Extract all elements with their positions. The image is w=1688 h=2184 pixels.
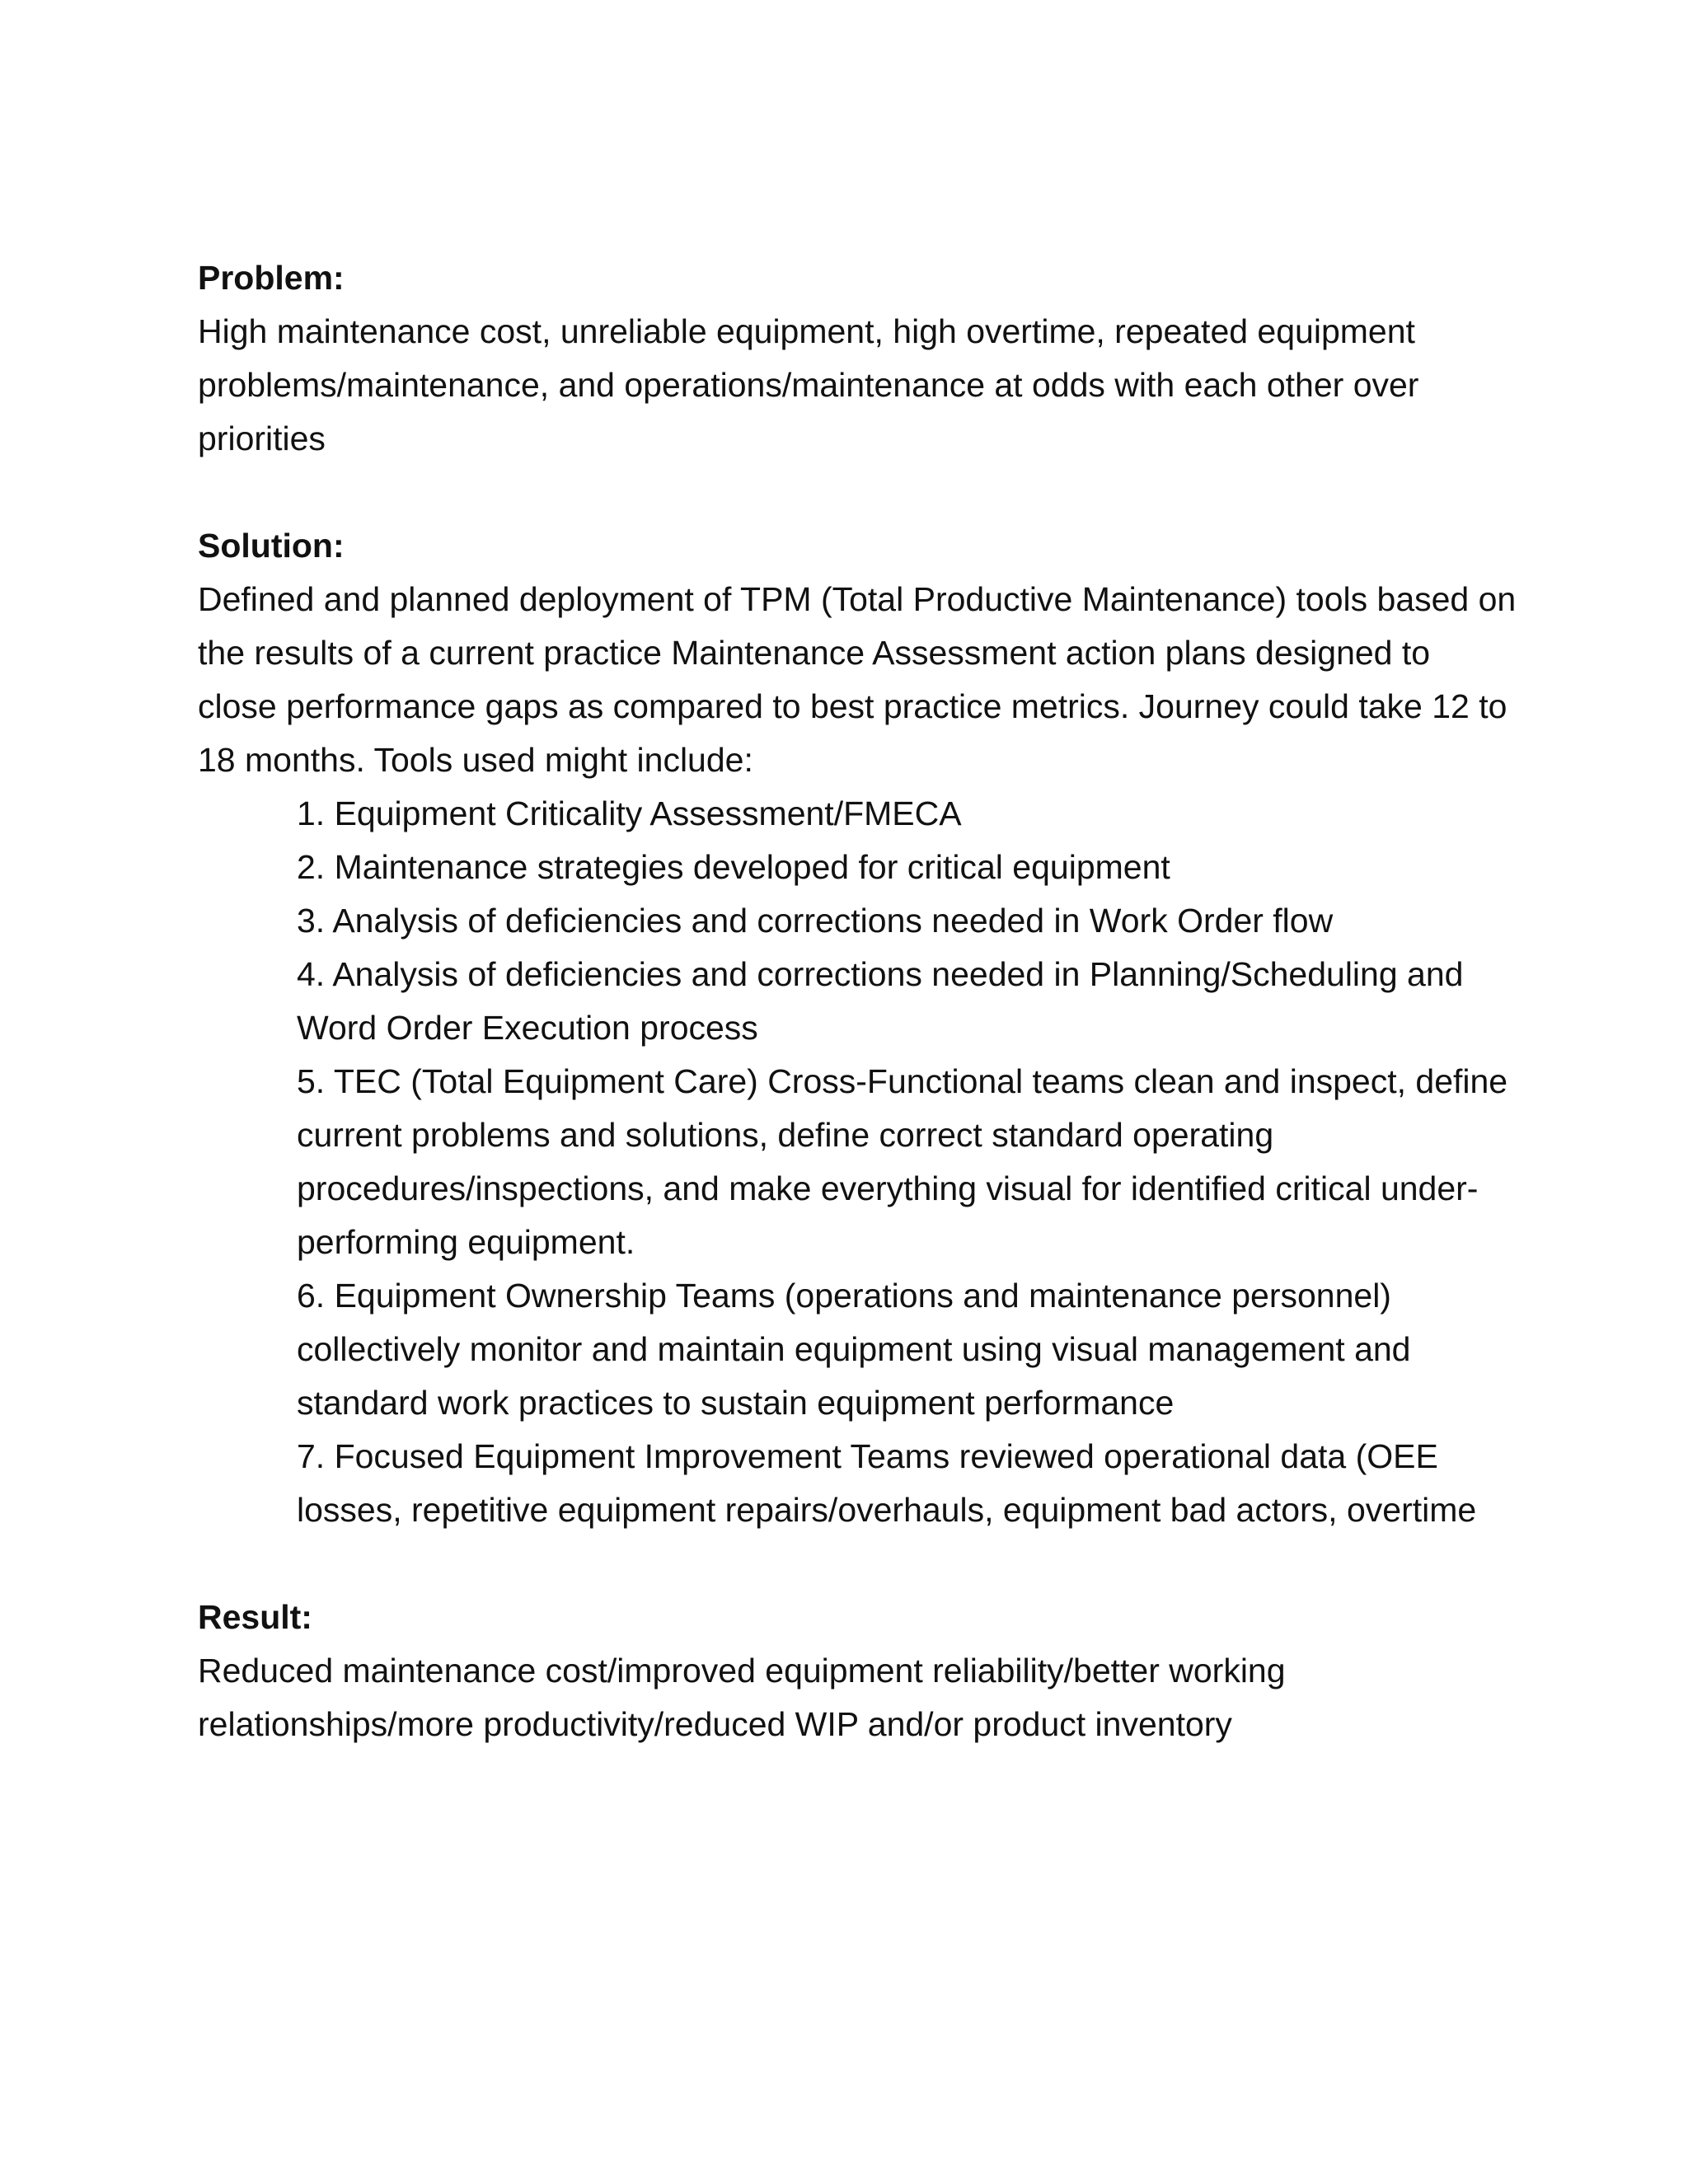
list-item: 1. Equipment Criticality Assessment/FMECA bbox=[297, 794, 962, 832]
section-spacer bbox=[198, 466, 1517, 519]
result-heading: Result: bbox=[198, 1598, 312, 1636]
solution-section bbox=[198, 519, 1517, 1537]
tools-list bbox=[198, 787, 1517, 1537]
result-section bbox=[198, 1591, 1517, 1751]
list-item: 2. Maintenance strategies developed for critical equipment bbox=[297, 848, 1170, 886]
problem-section bbox=[198, 251, 1517, 466]
document-body bbox=[198, 251, 1517, 1751]
list-item: 6. Equipment Ownership Teams (operations and maintenance personnel) collectively monitor and maintain equipment using visual management and standard work practices to sustain equipment performance bbox=[297, 1277, 1411, 1422]
solution-text: Defined and planned deployment of TPM (Total Productive Maintenance) tools based on the results of a current practice Maintenance Assessment action plans designed to close performance gaps as compared to best practice metrics. Journey could take 12 to 18 months. Tools used might include: bbox=[198, 580, 1517, 779]
solution-heading: Solution: bbox=[198, 527, 345, 565]
problem-heading: Problem: bbox=[198, 259, 345, 297]
list-item: 4. Analysis of deficiencies and corrections needed in Planning/Scheduling and Word Order Execution process bbox=[297, 955, 1464, 1047]
list-item: 5. TEC (Total Equipment Care) Cross-Functional teams clean and inspect, define current problems and solutions, define correct standard operating procedures/inspections, and make everything visual for identified critical under- performing equipment. bbox=[297, 1062, 1508, 1261]
section-spacer bbox=[198, 1537, 1517, 1591]
result-text: Reduced maintenance cost/improved equipment reliability/better working relationships/more productivity/reduced WIP and/or product inventory bbox=[198, 1652, 1286, 1743]
list-item: 3. Analysis of deficiencies and corrections needed in Work Order flow bbox=[297, 902, 1334, 940]
list-item: 7. Focused Equipment Improvement Teams reviewed operational data (OEE losses, repetitive equipment repairs/overhauls, equipment bad actors, overtime bbox=[297, 1437, 1477, 1529]
problem-text: High maintenance cost, unreliable equipment, high overtime, repeated equipment problems/maintenance, and operations/maintenance at odds with each other over priorities bbox=[198, 312, 1419, 457]
